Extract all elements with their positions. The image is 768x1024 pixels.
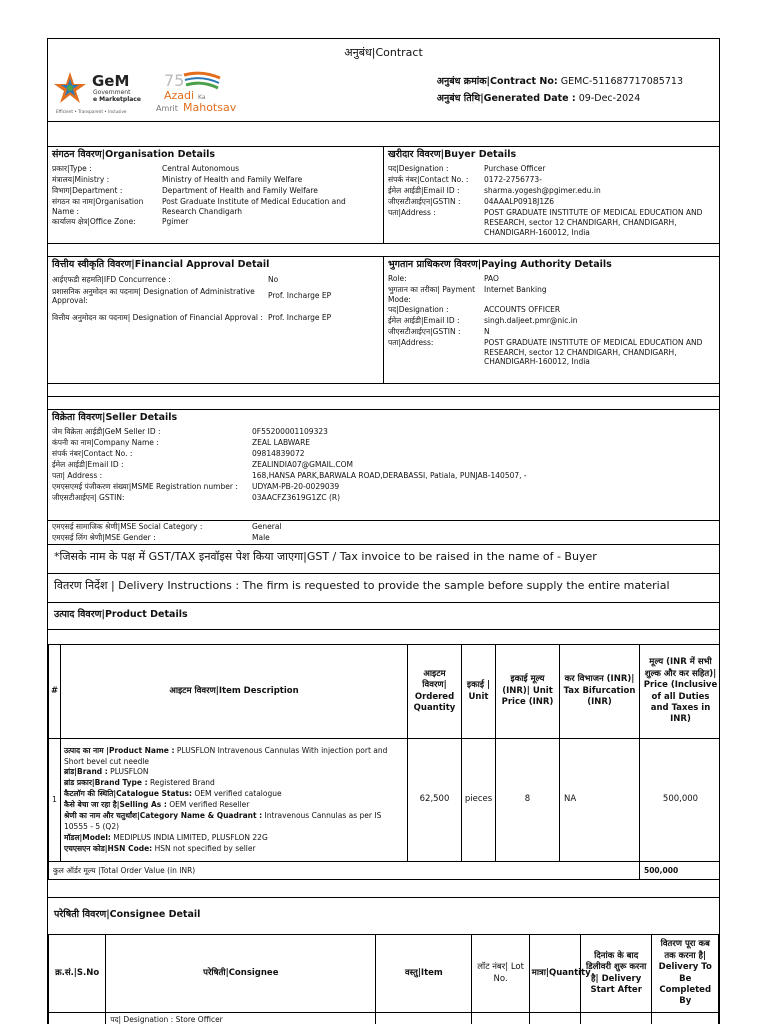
- detail-row: [52, 438, 715, 449]
- detail-label: पता|Address :: [388, 208, 436, 218]
- product-attribute-value: HSN not specified by seller: [152, 843, 256, 853]
- detail-row: [388, 316, 715, 327]
- detail-value: 03AACFZ3619G1ZC (R): [252, 493, 341, 503]
- detail-value: Pgimer: [162, 216, 189, 226]
- delivery-instructions: वितरण निर्देश | Delivery Instructions : The firm is requested to provide the sample before supply the entire material: [48, 574, 719, 603]
- detail-row: [388, 208, 715, 237]
- detail-label: पद|Designation :: [388, 304, 449, 314]
- th-quantity: मात्रा|Quantity: [529, 935, 580, 1013]
- detail-value: ZEALINDIA07@GMAIL.COM: [252, 460, 353, 470]
- th-item: वस्तु|Item: [376, 935, 472, 1013]
- detail-label: संगठन का नाम|Organisation Name :: [52, 197, 144, 217]
- page-title: अनुबंध|Contract: [344, 46, 423, 59]
- detail-row: [52, 285, 379, 307]
- product-attribute-label: श्रेणी का नाम और चतुर्थांश|Category Name & Quadrant :: [64, 810, 263, 820]
- detail-label: संपर्क नंबर|Contact No. :: [52, 449, 133, 459]
- product-attribute-label: कैटलॉग की स्थिति|Catalogue Status:: [64, 789, 192, 799]
- detail-row: [52, 186, 379, 197]
- product-attribute-label: कैसे बेचा जा रहा है|Selling As :: [64, 800, 167, 809]
- detail-row: [52, 175, 379, 186]
- detail-value: No: [268, 274, 279, 284]
- product-attribute-label: एचएसएन कोड|HSN Code:: [64, 843, 153, 853]
- detail-value: ZEAL LABWARE: [252, 438, 311, 448]
- product-attribute-label: ब्रांड|Brand :: [64, 767, 108, 777]
- product-attribute-label: मॉडल|Model:: [64, 832, 111, 842]
- th-sno: क्र.सं.|S.No: [49, 935, 106, 1013]
- detail-value: Purchase Officer: [484, 164, 546, 174]
- svg-text:Ka: Ka: [198, 94, 206, 101]
- product-unit: pieces: [462, 739, 496, 862]
- detail-label: प्रकार|Type :: [52, 164, 92, 174]
- detail-label: एमएसई सामाजिक श्रेणी|MSE Social Category :: [52, 522, 203, 531]
- detail-row: [388, 285, 715, 305]
- contract-page: [47, 38, 720, 1024]
- detail-value: Department of Health and Family Welfare: [162, 186, 318, 196]
- detail-label: ईमेल आईडी|Email ID :: [388, 186, 460, 196]
- detail-label: मंत्रालय|Ministry :: [52, 175, 110, 185]
- detail-label: जीएसटीआईएन| GSTIN:: [52, 493, 125, 503]
- product-quantity: 62,500: [408, 739, 462, 862]
- detail-row: [52, 522, 715, 533]
- contract-info: [437, 74, 683, 107]
- financial-approval-details: [48, 257, 383, 383]
- detail-label: प्रशासनिक अनुमोदन का पदनाम| Designation of Administrative Approval:: [52, 286, 255, 306]
- detail-row: [52, 460, 715, 471]
- th-unit-price: इकाई मूल्य (INR)| Unit Price (INR): [496, 645, 560, 739]
- consignee-row: [49, 1013, 719, 1024]
- product-attribute-value: OEM verified Reseller: [166, 800, 250, 809]
- consignee-table: [48, 934, 719, 1024]
- product-attribute: [64, 789, 404, 800]
- detail-label: भुगतान का तरीका| Payment Mode:: [388, 285, 476, 305]
- mse-details: [48, 521, 719, 545]
- detail-value: ACCOUNTS OFFICER: [484, 304, 561, 314]
- product-row: [49, 739, 721, 862]
- detail-label: संपर्क नंबर|Contact No. :: [388, 175, 469, 185]
- gem-azadi-logo: [52, 66, 252, 116]
- detail-label: जेम विक्रेता आईडी|GeM Seller ID :: [52, 427, 161, 437]
- detail-label: ईमेल आईडी|Email ID :: [388, 315, 460, 325]
- consignee-title-row: [48, 898, 719, 934]
- detail-row: [388, 338, 715, 367]
- detail-row: [52, 482, 715, 493]
- paying-title: भुगतान प्राधिकरण विवरण|Paying Authority Details: [388, 259, 612, 270]
- total-order-label: कुल ऑर्डर मूल्य |Total Order Value (in INR): [49, 862, 640, 880]
- product-title: उत्पाद विवरण|Product Details: [54, 609, 188, 620]
- product-num: 1: [49, 739, 61, 862]
- buyer-title: खरीदार विवरण|Buyer Details: [388, 149, 517, 160]
- consignee-header-row: [49, 935, 719, 1013]
- th-consignee: परेषिती|Consignee: [106, 935, 376, 1013]
- product-attribute: [64, 844, 404, 855]
- product-description: [61, 739, 408, 862]
- th-total-price: मूल्य (INR में सभी शुल्क और कर सहित)| Price (Inclusive of all Duties and Taxes in INR): [640, 645, 721, 739]
- product-attribute: [64, 800, 404, 811]
- detail-value: singh.daljeet.pmr@nic.in: [484, 315, 578, 325]
- svg-text:Efficient • Transparent • Incl: Efficient • Transparent • Inclusive: [56, 109, 127, 114]
- th-item-description: आइटम विवरण|Item Description: [61, 645, 408, 739]
- product-attribute: [64, 767, 404, 778]
- buyer-details: [383, 147, 719, 243]
- svg-text:Amrit: Amrit: [156, 104, 178, 113]
- detail-label: पद|Designation :: [388, 164, 449, 174]
- detail-label: कंपनी का नाम|Company Name :: [52, 438, 159, 448]
- th-tax-bifurcation: कर विभाजन (INR)| Tax Bifurcation (INR): [560, 645, 640, 739]
- th-unit: इकाई | Unit: [462, 645, 496, 739]
- product-table: [48, 644, 720, 880]
- product-header-row: [49, 645, 721, 739]
- detail-value: Internet Banking: [484, 285, 547, 295]
- detail-value: POST GRADUATE INSTITUTE OF MEDICAL EDUCATION AND RESEARCH, sector 12 CHANDIGARH, CHANDIGARH, CHANDIGARH-160012, India: [484, 337, 703, 367]
- detail-label: जीएसटीआईएन|GSTIN :: [388, 197, 461, 207]
- product-attribute: [64, 778, 404, 789]
- detail-label: आईएफडी सहमति|IFD Concurrence :: [52, 274, 171, 284]
- detail-value: Central Autonomous: [162, 164, 240, 174]
- detail-row: [388, 164, 715, 175]
- generated-date-value: 09-Dec-2024: [578, 92, 641, 104]
- th-ordered-quantity: आइटम विवरण| Ordered Quantity: [408, 645, 462, 739]
- azadi-ka-amrit-mahotsav-logo: [156, 71, 237, 114]
- product-attribute-value: PLUSFLON Intravenous Cannulas With injection port and Short bevel cut needle: [64, 745, 388, 766]
- detail-value: 0172-2756773-: [484, 175, 542, 185]
- detail-row: [52, 427, 715, 438]
- gst-invoice-note: *जिसके नाम के पक्ष में GST/TAX इनवॉइस पेश किया जाएगा|GST / Tax invoice to be raised in the name of - Buyer: [48, 545, 719, 574]
- consignee-designation: पद| Designation : Store Officer: [106, 1013, 376, 1024]
- svg-text:Azadi: Azadi: [164, 89, 195, 102]
- th-delivery-complete: वितरण पूरा कब तक करना है| Delivery To Be Completed By: [652, 935, 719, 1013]
- total-order-row: [49, 862, 721, 880]
- detail-value: Prof. Incharge EP: [268, 291, 332, 301]
- svg-text:Government: Government: [93, 89, 131, 96]
- svg-text:e Marketplace: e Marketplace: [93, 96, 141, 103]
- svg-text:75: 75: [164, 71, 185, 90]
- detail-label: विभाग|Department :: [52, 186, 123, 196]
- detail-value: General: [252, 522, 282, 531]
- detail-value: Male: [252, 533, 270, 542]
- gem-star-icon: [54, 72, 86, 103]
- seller-title: विक्रेता विवरण|Seller Details: [52, 412, 178, 423]
- detail-row: [52, 217, 379, 228]
- detail-value: PAO: [484, 274, 499, 284]
- product-attribute-value: Intravenous Cannulas as per IS 10555 - 5 (Q2): [64, 810, 382, 831]
- detail-value: sharma.yogesh@pgimer.edu.in: [484, 186, 601, 196]
- product-attribute-label: उत्पाद का नाम |Product Name :: [64, 745, 175, 755]
- product-attribute: [64, 746, 404, 768]
- svg-text:Mahotsav: Mahotsav: [183, 101, 237, 114]
- product-attribute: [64, 811, 404, 833]
- product-unit-price: 8: [496, 739, 560, 862]
- seller-details: [48, 410, 719, 521]
- detail-row: [52, 471, 715, 482]
- detail-value: 0F55200001109323: [252, 427, 328, 437]
- contract-no-label: अनुबंध क्रमांक|Contract No:: [436, 76, 558, 87]
- product-attribute-value: PLUSFLON: [107, 767, 149, 777]
- detail-row: [388, 274, 715, 285]
- detail-label: कार्यालय क्षेत्र|Office Zone:: [52, 216, 136, 226]
- product-total: 500,000: [640, 739, 721, 862]
- product-attribute-label: ब्रांड प्रकार|Brand Type :: [64, 778, 148, 788]
- organisation-title: संगठन विवरण|Organisation Details: [52, 149, 216, 160]
- financial-title: वित्तीय स्वीकृति विवरण|Financial Approval Detail: [52, 259, 270, 270]
- detail-row: [388, 327, 715, 338]
- product-tax: NA: [560, 739, 640, 862]
- org-buyer-section: [48, 146, 719, 244]
- detail-value: Ministry of Health and Family Welfare: [162, 175, 303, 185]
- detail-label: जीएसटीआईएन|GSTIN :: [388, 326, 461, 336]
- contract-no-value: GEMC-511687717085713: [560, 76, 683, 87]
- detail-value: N: [484, 326, 490, 336]
- th-delivery-start: दिनांक के बाद डिलीवरी शुरू करना है| Delivery Start After: [580, 935, 652, 1013]
- detail-value: 04AAALP0918J1Z6: [484, 197, 555, 207]
- financial-paying-section: [48, 257, 719, 384]
- paying-authority-details: [383, 257, 719, 383]
- product-attribute-value: OEM verified catalogue: [191, 789, 282, 799]
- gem-main: GeM: [92, 72, 130, 90]
- detail-label: एमएसएमई पंजीकरण संख्या|MSME Registration number :: [52, 482, 238, 492]
- detail-label: वित्तीय अनुमोदन का पदनाम| Designation of Financial Approval :: [52, 313, 263, 323]
- detail-value: POST GRADUATE INSTITUTE OF MEDICAL EDUCATION AND RESEARCH, sector 12 CHANDIGARH, CHANDIGARH, CHANDIGARH-160012, India: [484, 208, 703, 237]
- detail-value: Post Graduate Institute of Medical Education and Research Chandigarh: [162, 197, 346, 217]
- detail-row: [52, 274, 379, 285]
- detail-label: पता| Address :: [52, 471, 103, 481]
- detail-row: [52, 449, 715, 460]
- detail-row: [52, 164, 379, 175]
- detail-row: [52, 493, 715, 504]
- consignee-title: परेषिती विवरण|Consignee Detail: [54, 909, 201, 920]
- product-title-row: [48, 603, 719, 630]
- detail-row: [52, 197, 379, 217]
- detail-row: [388, 305, 715, 316]
- product-attribute-value: MEDIPLUS INDIA LIMITED, PLUSFLON 22G: [110, 832, 268, 842]
- detail-value: 168,HANSA PARK,BARWALA ROAD,DERABASSI, Patiala, PUNJAB-140507, -: [252, 471, 527, 481]
- detail-label: पता|Address:: [388, 337, 434, 347]
- detail-label: Role:: [388, 274, 407, 284]
- th-num: #: [49, 645, 61, 739]
- total-order-value: 500,000: [640, 862, 721, 880]
- detail-value: Prof. Incharge EP: [268, 313, 332, 323]
- detail-value: 09814839072: [252, 449, 305, 459]
- detail-row: [388, 175, 715, 186]
- detail-row: [52, 533, 715, 544]
- detail-row: [388, 186, 715, 197]
- detail-label: ईमेल आईडी|Email ID :: [52, 460, 124, 470]
- contract-header: [48, 62, 719, 122]
- generated-date-label: अनुबंध तिथि|Generated Date :: [436, 92, 576, 104]
- detail-label: एमएसई लिंग श्रेणी|MSE Gender :: [52, 533, 156, 542]
- product-attribute-value: Registered Brand: [147, 778, 215, 788]
- detail-row: [52, 307, 379, 329]
- product-attribute: [64, 833, 404, 844]
- organisation-details: [48, 147, 383, 243]
- th-lot-no: लॉट नंबर| Lot No.: [472, 935, 529, 1013]
- detail-row: [388, 197, 715, 208]
- detail-value: UDYAM-PB-20-0029039: [252, 482, 340, 492]
